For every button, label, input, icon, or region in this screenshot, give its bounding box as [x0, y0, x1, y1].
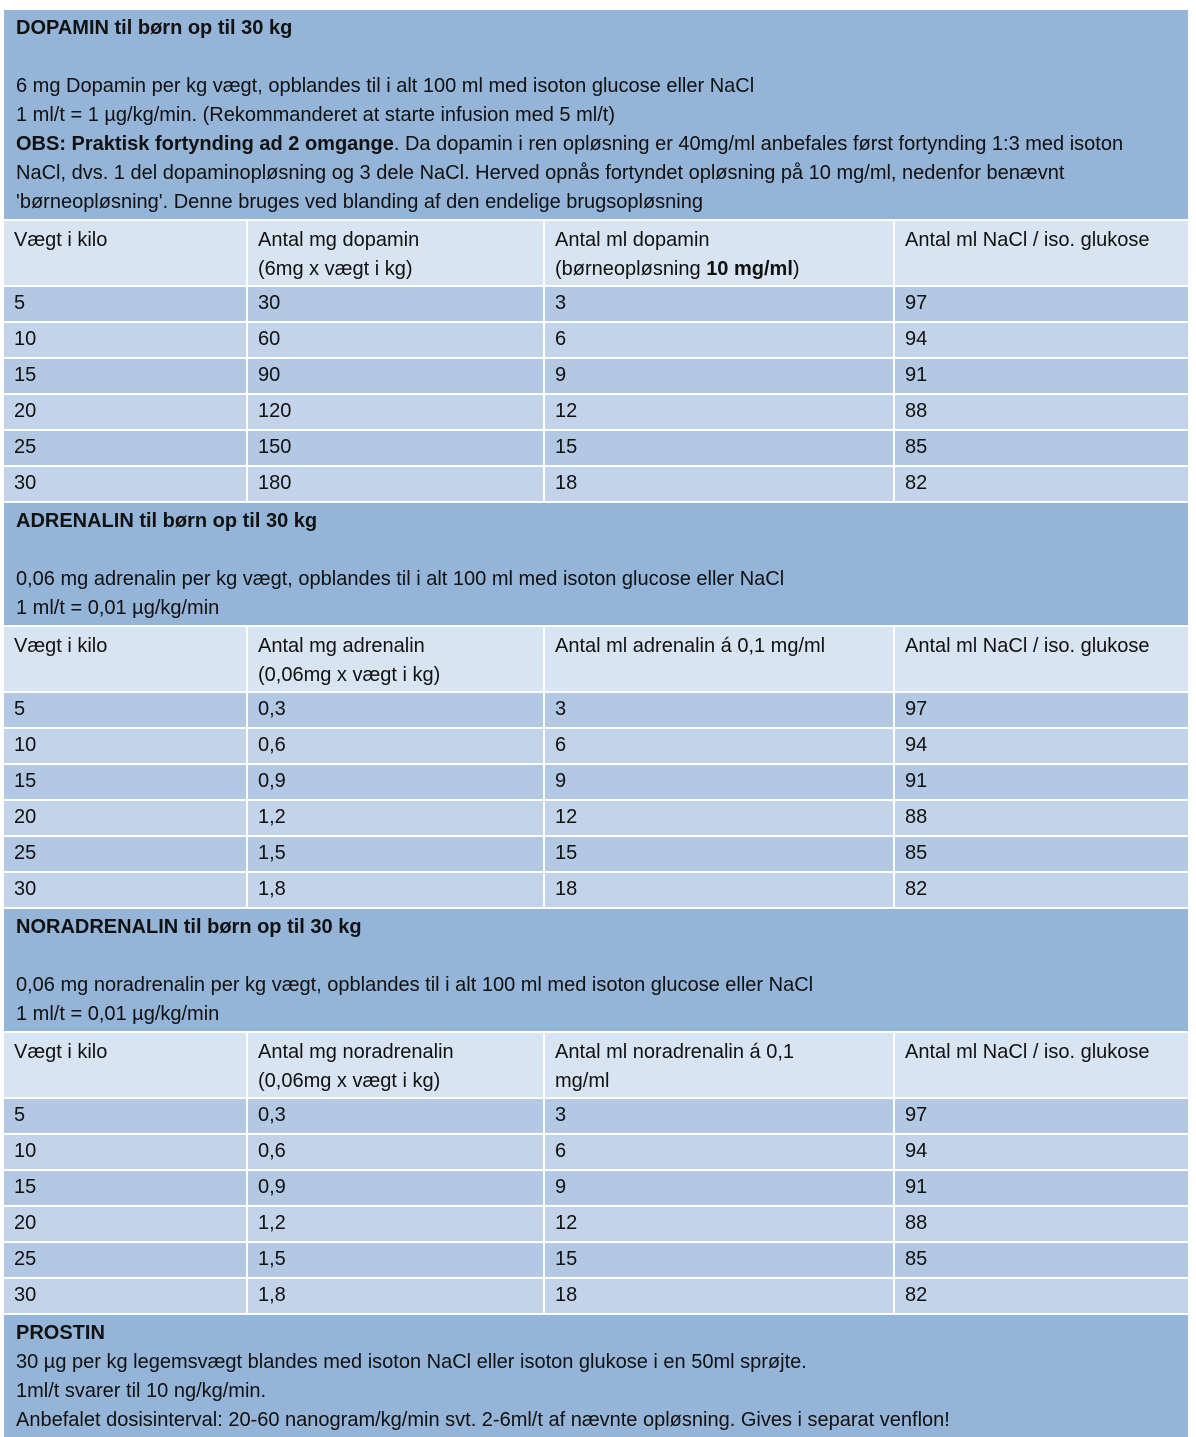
table-row: [4, 394, 1188, 430]
table-row: [4, 1170, 1188, 1206]
table-cell: 1,5: [247, 1242, 544, 1278]
table-cell: 3: [544, 1098, 894, 1134]
prostin-rate: 1ml/t svarer til 10 ng/kg/min.: [16, 1380, 267, 1402]
table-row: [4, 358, 1188, 394]
table-cell: 20: [4, 800, 247, 836]
table-cell: 150: [247, 430, 544, 466]
table-cell: 97: [894, 286, 1188, 322]
header-weight: Vægt i kilo: [4, 626, 247, 692]
noradrenalin-rate: 1 ml/t = 0,01 µg/kg/min: [16, 1003, 220, 1025]
header-ml-dopamin: Antal ml dopamin (børneopløsning 10 mg/ml): [544, 220, 894, 286]
table-cell: 91: [894, 358, 1188, 394]
header-mg-adrenalin: Antal mg adrenalin (0,06mg x vægt i kg): [247, 626, 544, 692]
table-cell: 91: [894, 764, 1188, 800]
table-row: [4, 1134, 1188, 1170]
table-cell: 15: [544, 1242, 894, 1278]
prostin-dose-interval: Anbefalet dosisinterval: 20-60 nanogram/kg/min svt. 2-6ml/t af nævnte opløsning. Gives i separat venflon!: [16, 1409, 950, 1431]
table-cell: 94: [894, 1134, 1188, 1170]
adrenalin-description: 0,06 mg adrenalin per kg vægt, opblandes til i alt 100 ml med isoton glucose eller NaCl: [16, 568, 785, 590]
table-cell: 88: [894, 800, 1188, 836]
header-ml-noradrenalin: Antal ml noradrenalin á 0,1 mg/ml: [544, 1032, 894, 1098]
dopamin-obs-note: [16, 130, 1176, 217]
table-row: [4, 800, 1188, 836]
table-cell: 20: [4, 1206, 247, 1242]
dosing-document: [4, 10, 1188, 1437]
header-nacl: Antal ml NaCl / iso. glukose: [894, 626, 1188, 692]
dopamin-section: [4, 10, 1188, 220]
table-cell: 91: [894, 1170, 1188, 1206]
adrenalin-header-row: [4, 626, 1188, 692]
table-cell: 90: [247, 358, 544, 394]
table-cell: 15: [544, 430, 894, 466]
prostin-section: [4, 1314, 1188, 1437]
table-row: [4, 872, 1188, 908]
table-cell: 97: [894, 1098, 1188, 1134]
header-mg-dopamin: Antal mg dopamin (6mg x vægt i kg): [247, 220, 544, 286]
table-cell: 88: [894, 394, 1188, 430]
header-nacl: Antal ml NaCl / iso. glukose: [894, 220, 1188, 286]
table-cell: 0,9: [247, 1170, 544, 1206]
table-cell: 85: [894, 430, 1188, 466]
table-cell: 1,8: [247, 1278, 544, 1314]
table-cell: 94: [894, 728, 1188, 764]
prostin-title: PROSTIN: [16, 1322, 105, 1344]
header-weight: Vægt i kilo: [4, 1032, 247, 1098]
adrenalin-title: ADRENALIN til børn op til 30 kg: [16, 510, 318, 532]
table-cell: 9: [544, 1170, 894, 1206]
table-cell: 1,8: [247, 872, 544, 908]
table-cell: 30: [4, 872, 247, 908]
table-cell: 82: [894, 1278, 1188, 1314]
table-cell: 25: [4, 1242, 247, 1278]
adrenalin-section: [4, 502, 1188, 626]
prostin-description: 30 µg per kg legemsvægt blandes med isoton NaCl eller isoton glukose i en 50ml sprøjte.: [16, 1351, 807, 1373]
table-row: [4, 286, 1188, 322]
dopamin-obs-text: . Da dopamin i ren opløsning er 40mg/ml anbefales først fortynding 1:3 med isoton NaCl, dvs. 1 del dopaminopløsning og 3 dele NaCl. Herved opnås fortyndet opløsning på 10 mg/ml, nedenfor benævnt 'børneopløsning'. Denne bruges ved blanding af den endelige brugsopløsning: [16, 133, 1124, 213]
table-cell: 6: [544, 322, 894, 358]
table-cell: 0,6: [247, 728, 544, 764]
table-cell: 0,9: [247, 764, 544, 800]
table-cell: 97: [894, 692, 1188, 728]
table-row: [4, 322, 1188, 358]
table-cell: 12: [544, 800, 894, 836]
table-cell: 0,3: [247, 1098, 544, 1134]
table-cell: 18: [544, 872, 894, 908]
noradrenalin-description: 0,06 mg noradrenalin per kg vægt, opblandes til i alt 100 ml med isoton glucose eller NaCl: [16, 974, 814, 996]
noradrenalin-section: [4, 908, 1188, 1032]
dopamin-header-row: [4, 220, 1188, 286]
table-row: [4, 466, 1188, 502]
table-cell: 10: [4, 322, 247, 358]
table-cell: 15: [4, 358, 247, 394]
dosing-table: [4, 10, 1188, 1437]
table-cell: 5: [4, 1098, 247, 1134]
noradrenalin-title: NORADRENALIN til børn op til 30 kg: [16, 916, 362, 938]
adrenalin-rate: 1 ml/t = 0,01 µg/kg/min: [16, 597, 220, 619]
table-cell: 5: [4, 286, 247, 322]
table-cell: 9: [544, 764, 894, 800]
table-cell: 6: [544, 728, 894, 764]
header-mg-noradrenalin: Antal mg noradrenalin (0,06mg x vægt i kg): [247, 1032, 544, 1098]
header-weight: Vægt i kilo: [4, 220, 247, 286]
table-cell: 5: [4, 692, 247, 728]
table-cell: 60: [247, 322, 544, 358]
table-cell: 12: [544, 1206, 894, 1242]
table-row: [4, 764, 1188, 800]
table-cell: 6: [544, 1134, 894, 1170]
dopamin-obs-label: OBS: Praktisk fortynding ad 2 omgange: [16, 133, 394, 155]
table-cell: 15: [4, 764, 247, 800]
table-cell: 9: [544, 358, 894, 394]
table-cell: 0,3: [247, 692, 544, 728]
table-row: [4, 430, 1188, 466]
table-cell: 88: [894, 1206, 1188, 1242]
table-cell: 3: [544, 286, 894, 322]
table-row: [4, 692, 1188, 728]
table-cell: 20: [4, 394, 247, 430]
table-cell: 3: [544, 692, 894, 728]
table-cell: 30: [4, 1278, 247, 1314]
table-row: [4, 836, 1188, 872]
table-cell: 25: [4, 430, 247, 466]
table-row: [4, 1206, 1188, 1242]
table-cell: 82: [894, 872, 1188, 908]
table-cell: 30: [247, 286, 544, 322]
table-cell: 85: [894, 1242, 1188, 1278]
table-row: [4, 728, 1188, 764]
table-cell: 94: [894, 322, 1188, 358]
header-ml-adrenalin: Antal ml adrenalin á 0,1 mg/ml: [544, 626, 894, 692]
table-cell: 15: [4, 1170, 247, 1206]
dopamin-rate: 1 ml/t = 1 µg/kg/min. (Rekommanderet at starte infusion med 5 ml/t): [16, 104, 615, 126]
noradrenalin-header-row: [4, 1032, 1188, 1098]
table-cell: 82: [894, 466, 1188, 502]
table-cell: 18: [544, 466, 894, 502]
table-cell: 1,2: [247, 1206, 544, 1242]
header-nacl: Antal ml NaCl / iso. glukose: [894, 1032, 1188, 1098]
dopamin-title: DOPAMIN til børn op til 30 kg: [16, 17, 293, 39]
table-cell: 30: [4, 466, 247, 502]
table-cell: 180: [247, 466, 544, 502]
table-row: [4, 1098, 1188, 1134]
table-cell: 12: [544, 394, 894, 430]
table-cell: 1,2: [247, 800, 544, 836]
table-cell: 0,6: [247, 1134, 544, 1170]
dopamin-description: 6 mg Dopamin per kg vægt, opblandes til i alt 100 ml med isoton glucose eller NaCl: [16, 75, 755, 97]
table-row: [4, 1242, 1188, 1278]
table-cell: 18: [544, 1278, 894, 1314]
table-cell: 120: [247, 394, 544, 430]
table-cell: 85: [894, 836, 1188, 872]
table-row: [4, 1278, 1188, 1314]
table-cell: 1,5: [247, 836, 544, 872]
table-cell: 15: [544, 836, 894, 872]
table-cell: 10: [4, 1134, 247, 1170]
table-cell: 25: [4, 836, 247, 872]
table-cell: 10: [4, 728, 247, 764]
